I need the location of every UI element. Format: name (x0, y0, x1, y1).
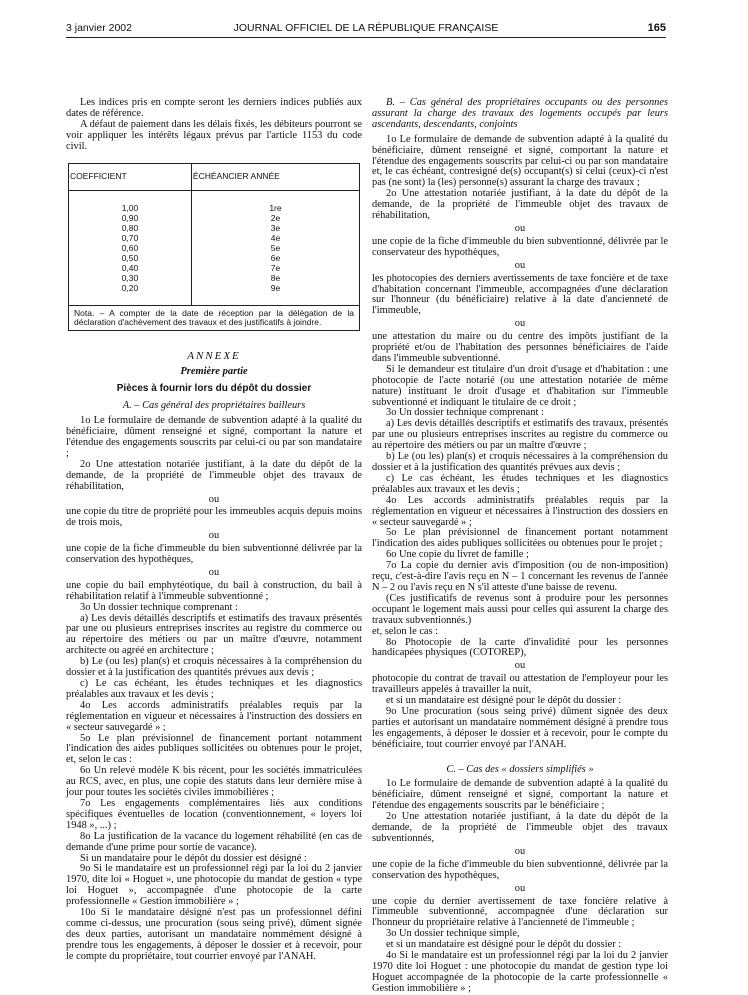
table-cell: 6e (191, 253, 359, 263)
paragraph: 6o Une copie du livret de famille ; (386, 549, 529, 561)
or-separator: ou (514, 259, 526, 271)
part-heading: Première partie (180, 366, 248, 378)
paragraph: c) Le cas échéant, les études techniques et les diagnostics préalables aux travaux et les devis ; (66, 678, 362, 700)
paragraph: a) Les devis détaillés descriptifs et estimatifs des travaux présentés par une ou plusieurs entreprises inscrites au registre du commerce ou au répertoire des métiers ou par un maître d'œuvre, notamment architecte ou agréé en architecture ; (66, 612, 362, 657)
paragraph: Si un mandataire pour le dépôt du dossier est désigné : (80, 852, 307, 864)
table-cell: 8e (191, 273, 359, 283)
paragraph: et si un mandataire est désigné pour le dépôt du dossier : (386, 695, 622, 707)
table-header-coefficient: COEFFICIENT (69, 163, 192, 190)
paragraph: une copie du dernier avertissement de taxe foncière relative à l'immeuble subventionné, accompagnée d'une déclaration sur l'honneur du propriétaire relative à l'ancienneté de l'immeuble ; (372, 895, 668, 929)
paragraph: 2o Une attestation notariée justifiant, à la date du dépôt de la demande, de la propriété de l'immeuble objet des travaux de réhabilitation, (372, 188, 668, 222)
paragraph: une copie du titre de propriété pour les immeubles acquis depuis moins de trois mois, (66, 506, 362, 529)
section-b-heading: B. – Cas général des propriétaires occupants ou des personnes assurant la charge des travaux des logements occupés par leurs ascendants, descendants, conjoints (372, 97, 668, 130)
table-row (69, 223, 360, 233)
paragraph: une copie de la fiche d'immeuble du bien subventionné, délivrée par la conservation des hypothèques, (372, 858, 668, 881)
or-separator: ou (514, 660, 526, 672)
paragraph: (Ces justificatifs de revenus sont à produire pour les personnes occupant le logement mais aussi pour celles qui assurent la charge des travaux subventionnés.) (372, 592, 668, 626)
right-column (372, 98, 668, 995)
left-column (66, 98, 362, 963)
table-row (69, 263, 360, 273)
section-c-heading: C. – Cas des « dossiers simplifiés » (446, 763, 594, 775)
paragraph: 3o Un dossier technique simple, (386, 928, 520, 940)
paragraph: 7o La copie du dernier avis d'imposition (ou de non-imposition) reçu, c'est-à-dire l'avis reçu en N – 1 concernant les revenus de l'année N – 2 ou l'avis reçu en N s'il atteste d'une baisse de revenu. (372, 560, 668, 593)
table-row (69, 253, 360, 263)
or-separator: ou (514, 222, 526, 234)
section-a-heading: A. – Cas général des propriétaires bailleurs (122, 400, 306, 412)
table-cell: 0,20 (69, 283, 192, 293)
table-cell: 0,80 (69, 223, 192, 233)
table-cell: 4e (191, 233, 359, 243)
paragraph: c) Le cas échéant, les études techniques et les diagnostics préalables aux travaux et les devis ; (372, 472, 668, 495)
paragraph: et, selon le cas : (372, 625, 439, 637)
pieces-heading: Pièces à fournir lors du dépôt du dossier (116, 383, 312, 395)
paragraph: b) Le (ou les) plan(s) et croquis nécessaires à la compréhension du dossier et à la justification des quantités prévues aux devis ; (66, 656, 362, 679)
table-cell: 2e (191, 213, 359, 223)
table-cell: 0,60 (69, 243, 192, 253)
paragraph: 2o Une attestation notariée justifiant, à la date du dépôt de la demande, de la propriété de l'immeuble objet des travaux de réhabilitation, (66, 458, 362, 492)
paragraph: et si un mandataire est désigné pour le dépôt du dossier : (386, 939, 622, 951)
table-header-echeancier: ÉCHÉANCIER ANNÉE (191, 163, 359, 190)
table-row (69, 273, 360, 283)
paragraph: Si le demandeur est titulaire d'un droit d'usage et d'habitation : une photocopie de l'acte notarié (ou une attestation notariée de même nature) instituant le droit d'usage et d'habitation sur l'immeuble subventionné et indiquant le titulaire de ce droit ; (372, 363, 668, 408)
table-cell: 0,40 (69, 263, 192, 273)
paragraph: A défaut de paiement dans les délais fixés, les débiteurs pourront se voir appliquer les intérêts légaux prévus par l'article 1153 du code civil. (66, 118, 362, 152)
or-separator: ou (514, 845, 526, 857)
header-rule (66, 37, 666, 38)
paragraph: 5o Le plan prévisionnel de financement portant notamment l'indication des aides publiques sollicitées ou obtenues pour le projet, et, selon le cas : (66, 732, 362, 766)
paragraph: 3o Un dossier technique comprenant : (80, 601, 238, 613)
or-separator: ou (514, 882, 526, 894)
paragraph: 3o Un dossier technique comprenant : (386, 407, 544, 419)
paragraph: 9o Une procuration (sous seing privé) dûment signée des deux parties et autorisant un mandataire nommément désigné à prendre tous les engagements, à déposer le dossier et à recevoir, pour le compte du bénéficiaire, tout courrier envoyé par l'ANAH. (372, 705, 668, 750)
table-row (69, 203, 360, 213)
table-row (69, 243, 360, 253)
paragraph: 4o Si le mandataire est un professionnel régi par la loi du 2 janvier 1970 dite loi Hoguet : une photocopie du mandat de gestion type loi Hoguet accompagnée de la photocopie de la carte professionnelle « Gestion immobilière » ; (372, 950, 668, 994)
paragraph: 6o Un relevé modèle K bis récent, pour les sociétés immatriculées au RCS, avec, en plus, une copie des statuts dans leur dernière mise à jour pour toutes les sociétés civiles immobilières ; (66, 765, 362, 799)
paragraph: une copie de la fiche d'immeuble du bien subventionné, délivrée par le conservateur des hypothèques, (372, 235, 668, 258)
table-cell: 5e (191, 243, 359, 253)
table-cell: 0,90 (69, 213, 192, 223)
coefficient-table (68, 163, 360, 331)
table-row (69, 283, 360, 293)
annexe-heading: ANNEXE (187, 349, 241, 362)
page-number: 165 (647, 22, 666, 34)
table-cell: 0,50 (69, 253, 192, 263)
table-row (69, 233, 360, 243)
paragraph: 10o Si le mandataire désigné n'est pas un professionnel défini comme ci-dessus, une procuration (sous seing privé), dûment signée des deux parties, autorisant un mandataire nommément désigné à prendre tous les engagements, à déposer le dossier et à recevoir, pour le compte du propriétaire, tout courrier envoyé par l'ANAH. (66, 907, 362, 962)
or-separator: ou (514, 318, 526, 330)
table-cell: 1,00 (69, 203, 192, 213)
paragraph: Les indices pris en compte seront les derniers indices publiés aux dates de référence. (66, 97, 362, 119)
paragraph: les photocopies des derniers avertissements de taxe foncière et de taxe d'habitation concernant l'immeuble, accompagnées d'une déclaration sur l'honneur (du bénéficiaire) relative à la date d'ancienneté de l'immeuble, (372, 272, 668, 317)
table-cell: 1re (191, 203, 359, 213)
paragraph: 5o Le plan prévisionnel de financement portant notamment l'indication des aides publiques sollicitées ou obtenues pour le projet ; (372, 527, 668, 550)
paragraph: 1o Le formulaire de demande de subvention adapté à la qualité du bénéficiaire, dûment renseigné et signé, comportant la nature et l'étendue des engagements souscrits par celui-ci ou par son mandataire et, le cas échéant, contresigné de(s) occupant(s) si celui (ceux)-ci n'est pas (ne sont) la (les) personne(s) assurant la charge des travaux ; (372, 133, 668, 189)
paragraph: 2o Une attestation notariée justifiant, à la date du dépôt de la demande, de la propriété de l'immeuble objet des travaux subventionnés, (372, 811, 668, 844)
paragraph: 9o Si le mandataire est un professionnel régi par la loi du 2 janvier 1970, dite loi « Hoguet », une photocopie du mandat de gestion « type loi Hoguet », accompagnée d'une photocopie de la carte professionnelle « Gestion immobilière » ; (66, 863, 362, 908)
table-cell: 0,70 (69, 233, 192, 243)
table-cell: 3e (191, 223, 359, 233)
paragraph: photocopie du contrat de travail ou attestation de l'employeur pour les travailleurs appelés à travailler la nuit, (372, 673, 668, 696)
paragraph: une copie du bail emphytéotique, du bail à construction, du bail à réhabilitation relatif à l'immeuble subventionné ; (66, 579, 362, 602)
paragraph: 7o Les engagements complémentaires liés aux conditions spécifiques éventuelles de location (conventionnement, « loyers loi 1948 », ...) ; (66, 797, 362, 831)
paragraph: 4o Les accords administratifs préalables requis par la réglementation en vigueur et nécessaires à l'instruction des dossiers en « secteur sauvegardé » ; (66, 699, 362, 733)
paragraph: une attestation du maire ou du centre des impôts justifiant de la propriété et/ou de l'habitation des personnes bénéficiaires de l'aide dans l'immeuble subventionné. (372, 331, 668, 364)
paragraph: 8o La justification de la vacance du logement réhabilité (en cas de demande d'une prime pour sortie de vacance). (66, 830, 362, 853)
table-note: Nota. – A compter de la date de réception par la délégation de la déclaration d'achèvement des travaux et des justificatifs à joindre. (69, 305, 360, 330)
paragraph: une copie de la fiche d'immeuble du bien subventionné délivrée par la conservation des hypothèques, (66, 543, 362, 566)
or-separator: ou (208, 493, 220, 505)
paragraph: 1o Le formulaire de demande de subvention adapté à la qualité du bénéficiaire, dûment renseigné et signé, comportant la nature et l'étendue des engagements souscrits par le bénéficiaire ; (372, 778, 668, 812)
or-separator: ou (208, 566, 220, 578)
journal-title: JOURNAL OFFICIEL DE LA RÉPUBLIQUE FRANÇAISE (233, 22, 499, 34)
paragraph: a) Les devis détaillés descriptifs et estimatifs des travaux, présentés par une ou plusieurs entreprises inscrites au registre du commerce ou au répertoire des métiers ou par un maître d'œuvre ; (372, 418, 668, 452)
or-separator: ou (208, 530, 220, 542)
paragraph: b) Le (ou les) plan(s) et croquis nécessaires à la compréhension du dossier et à la justification des quantités prévues aux devis ; (372, 451, 668, 473)
header-date: 3 janvier 2002 (66, 22, 132, 34)
table-cell: 9e (191, 283, 359, 293)
table-row (69, 213, 360, 223)
paragraph: 4o Les accords administratifs préalables requis par la réglementation en vigueur et nécessaires à l'instruction des dossiers en « secteur sauvegardé » ; (372, 494, 668, 528)
paragraph: 8o Photocopie de la carte d'invalidité pour les personnes handicapées physiques (COTOREP), (372, 636, 668, 659)
page-header (66, 22, 666, 42)
table-cell: 7e (191, 263, 359, 273)
paragraph: 1o Le formulaire de demande de subvention adapté à la qualité du bénéficiaire, dûment renseigné et signé, comportant la nature et l'étendue des engagements souscrits par celui-ci ou par son mandataire ; (66, 415, 362, 459)
table-cell: 0,30 (69, 273, 192, 283)
